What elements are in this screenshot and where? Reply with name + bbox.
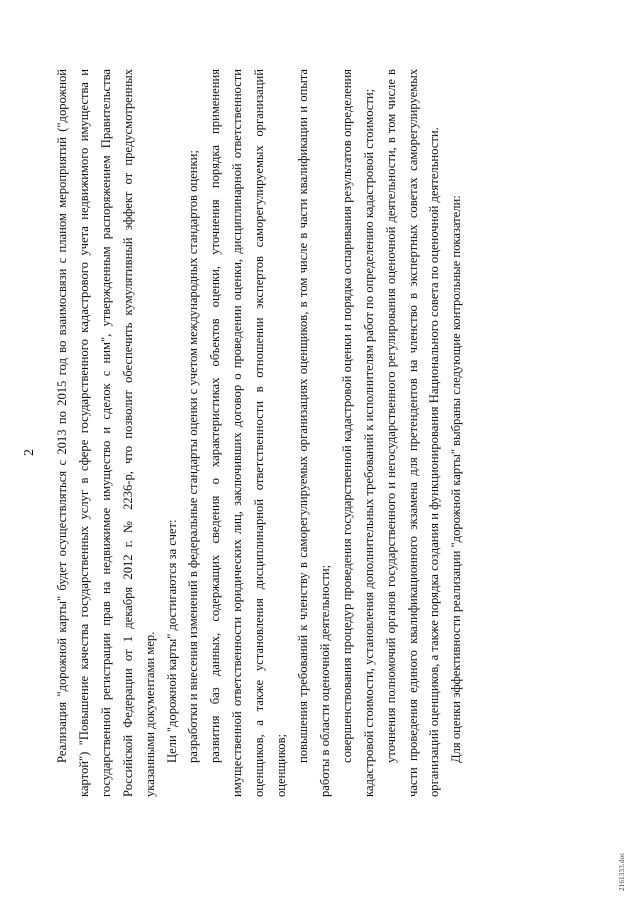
paragraph-roadmap-implementation: Реализация "дорожной карты" будет осуществляться с 2013 по 2015 год во взаимосвязи с планом мероприятий ("дорожной картой") "Повышение качества государственных услуг в сфере государственного кадастрового учета недвижимого имущества и государственной регистрации прав на недвижимое имущество и сделок с ним", утвержденным распоряжением Правительства Российской Федерации от 1 декабря 2012 г. № 2236-р, что позволит обеспечить кумулятивный эффект от предусмотренных указанными документами мер. [55, 69, 157, 797]
paragraph-cadastral-valuation: совершенствования процедур проведения государственной кадастровой оценки и порядка оспаривания результатов определения кадастровой стоимости, установления дополнительных требований к исполнителям работ по определению кадастровой стоимости; [339, 69, 376, 797]
paragraph-regulatory-powers: уточнения полномочий органов государственного и негосударственного регулирования оценочной деятельности, в том числе в части проведения единого квалификационного экзамена для претендентов на членство в экспертных советах саморегулируемых организаций оценщиков, а также порядка создания и функционирования Национального совета по оценочной деятельности. [383, 69, 442, 797]
paragraph-control-indicators: Для оценки эффективности реализации "дорожной карты" выбраны следующие контрольные показатели: [449, 195, 464, 763]
document-file-code: 2161333.doc [618, 852, 626, 891]
body-text [52, 69, 468, 797]
paragraph-standards-development: разработки и внесения изменений в федеральные стандарты оценки с учетом международных стандартов оценки; [186, 150, 201, 763]
page-number: 2 [22, 449, 37, 456]
paragraph-databases-development: развития баз данных, содержащих сведения о характеристиках объектов оценки, уточнения порядка применения имущественной ответственности юридических лиц, заключивших договор о проведении оценки, дисциплинарной ответственности оценщиков, а также установления дисциплинарной ответственности в отношении экспертов саморегулируемых организаций оценщиков; [208, 69, 289, 797]
paragraph-goals-intro: Цели "дорожной карты" достигаются за счет: [164, 519, 179, 763]
paragraph-membership-requirements: повышения требований к членству в саморегулируемых организациях оценщиков, в том числе в части квалификации и опыта работы в области оценочной деятельности; [295, 69, 332, 797]
